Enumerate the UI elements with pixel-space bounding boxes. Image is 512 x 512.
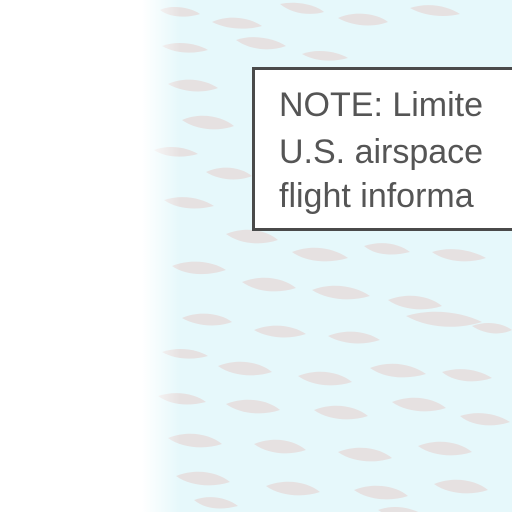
note-line-1: NOTE: Limite: [279, 86, 484, 124]
note-line-3: flight informa: [279, 177, 474, 215]
airspace-note-box: [252, 67, 512, 231]
note-line-2: U.S. airspace: [279, 133, 484, 171]
